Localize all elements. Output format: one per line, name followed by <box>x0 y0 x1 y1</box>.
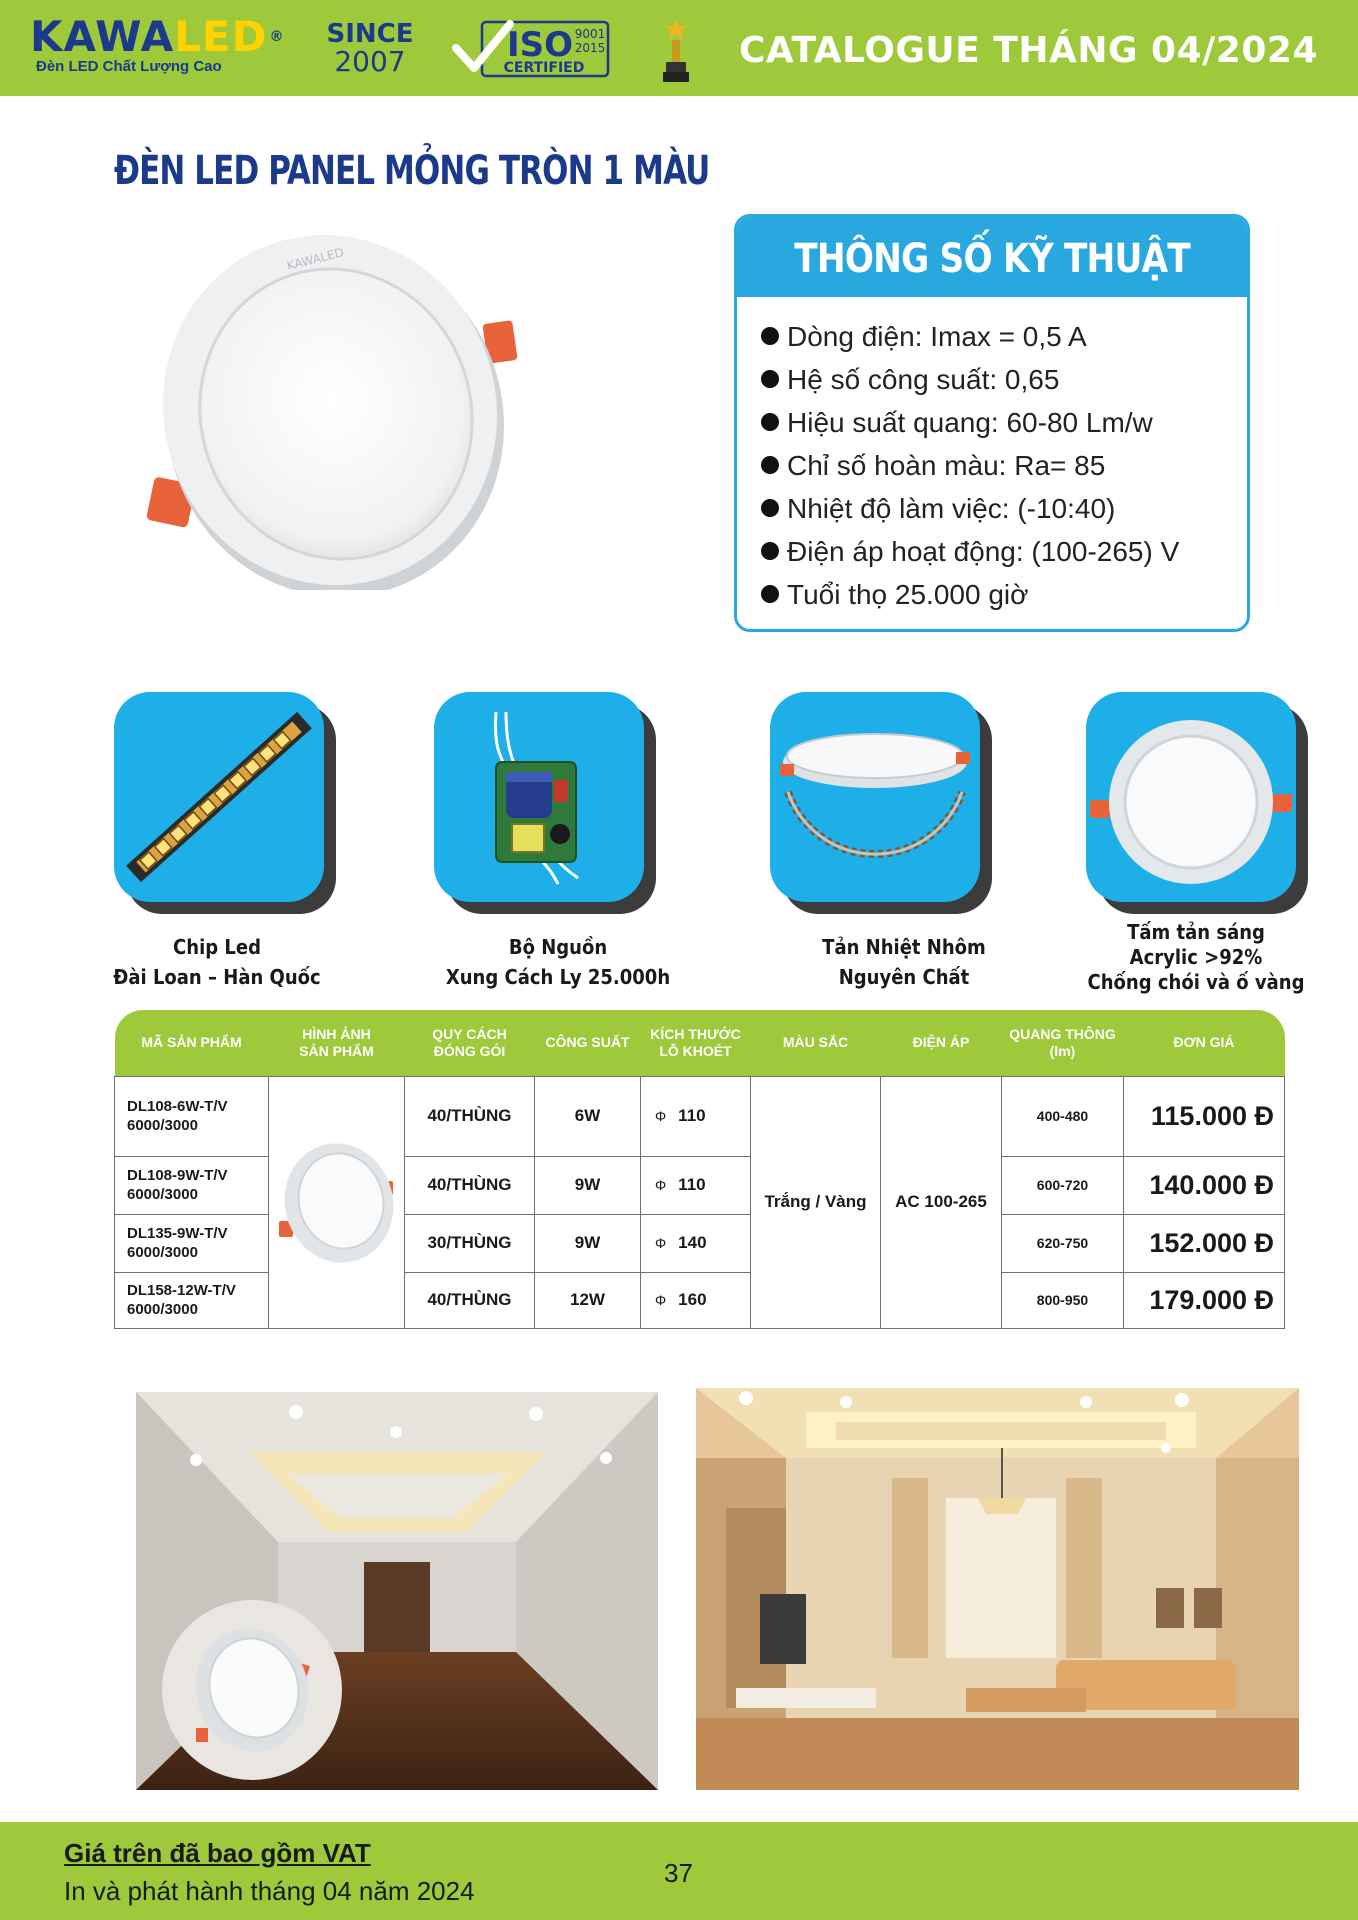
power-driver-icon <box>434 692 644 902</box>
vat-note: Giá trên đã bao gồm VAT <box>64 1838 371 1868</box>
iso-certified-badge <box>452 18 612 80</box>
print-note: In và phát hành tháng 04 năm 2024 <box>64 1876 475 1906</box>
power: 9W <box>535 1156 641 1214</box>
col-header-lumen: QUANG THÔNG (lm) <box>1002 1010 1124 1076</box>
feature-caption-power-driver: Bộ Nguồn Xung Cách Ly 25.000h <box>445 935 671 989</box>
col-header-code: MÃ SẢN PHẨM <box>115 1010 269 1076</box>
voltage: AC 100-265 <box>881 1076 1002 1328</box>
feature-acrylic-diffuser <box>1086 692 1306 912</box>
lumen: 400-480 <box>1002 1076 1124 1156</box>
packing: 40/THÙNG <box>405 1076 535 1156</box>
feature-heatsink <box>770 692 990 912</box>
catalogue-title: CATALOGUE THÁNG 04/2024 <box>739 30 1318 71</box>
led-panel-product-image <box>140 210 520 590</box>
col-header-packing: QUY CÁCH ĐÓNG GÓI <box>405 1010 535 1076</box>
col-header-hole-size: KÍCH THƯỚC LỖ KHOÉT <box>641 1010 751 1076</box>
power: 6W <box>535 1076 641 1156</box>
footer-bar <box>0 1822 1358 1920</box>
brand-name-part2: LED <box>174 12 268 61</box>
col-header-image: HÌNH ẢNH SẢN PHẨM <box>269 1010 405 1076</box>
iso-certified-text: CERTIFIED <box>503 60 585 76</box>
hole-size: Φ 110 <box>641 1156 751 1214</box>
spec-list <box>737 297 1247 616</box>
col-header-power: CÔNG SUẤT <box>535 1010 641 1076</box>
spec-box <box>734 214 1250 632</box>
col-header-voltage: ĐIỆN ÁP <box>881 1010 1002 1076</box>
table-row <box>115 1076 1285 1156</box>
acrylic-diffuser-icon <box>1086 692 1296 902</box>
spec-heading: THÔNG SỐ KỸ THUẬT <box>737 217 1247 297</box>
lumen: 600-720 <box>1002 1156 1124 1214</box>
packing: 40/THÙNG <box>405 1156 535 1214</box>
feature-caption-heatsink: Tản Nhiệt Nhôm Nguyên Chất <box>822 935 986 989</box>
iso-number-9001: 9001 <box>574 27 606 41</box>
packing: 40/THÙNG <box>405 1272 535 1328</box>
price: 179.000 Đ <box>1124 1272 1285 1328</box>
spec-item: Tuổi thọ 25.000 giờ <box>761 573 1247 616</box>
brand-logo <box>30 12 285 80</box>
price: 140.000 Đ <box>1124 1156 1285 1214</box>
spec-item: Dòng điện: Imax = 0,5 A <box>761 315 1247 358</box>
packing: 30/THÙNG <box>405 1214 535 1272</box>
since-year: 2007 <box>334 45 406 78</box>
iso-label: ISO <box>506 25 574 65</box>
col-header-color: MÀU SẮC <box>751 1010 881 1076</box>
iso-number-2015: 2015 <box>574 41 606 55</box>
price: 152.000 Đ <box>1124 1214 1285 1272</box>
feature-caption-acrylic-diffuser: Tấm tản sáng Acrylic >92% Chống chói và ố vàng <box>1087 920 1305 994</box>
spec-item: Hiệu suất quang: 60-80 Lm/w <box>761 401 1247 444</box>
power: 12W <box>535 1272 641 1328</box>
hole-size: Φ 160 <box>641 1272 751 1328</box>
feature-power-driver <box>434 692 654 912</box>
brand-tagline: Đèn LED Chất Lượng Cao <box>36 58 222 75</box>
table-header-row <box>115 1010 1285 1076</box>
hole-size: Φ 140 <box>641 1214 751 1272</box>
panel-thumbnail-image <box>277 1125 397 1275</box>
aluminum-heatsink-icon <box>770 692 980 902</box>
header-bar <box>0 0 1358 96</box>
spec-item: Hệ số công suất: 0,65 <box>761 358 1247 401</box>
product-price-table <box>114 1010 1285 1329</box>
product-code: DL108-9W-T/V 6000/3000 <box>115 1156 269 1214</box>
led-chip-strip-icon <box>114 692 324 902</box>
spec-item: Điện áp hoạt động: (100-265) V <box>761 530 1247 573</box>
lumen: 800-950 <box>1002 1272 1124 1328</box>
brand-name-part1: KAWA <box>30 12 175 61</box>
since-label: SINCE <box>326 19 414 49</box>
feature-caption-led-chip: Chip Led Đài Loan – Hàn Quốc <box>113 935 321 989</box>
registered-mark: ® <box>269 29 285 45</box>
feature-led-chip <box>114 692 334 912</box>
spec-item: Nhiệt độ làm việc: (-10:40) <box>761 487 1247 530</box>
power: 9W <box>535 1214 641 1272</box>
panel-brand-emboss: KAWALED <box>285 245 346 273</box>
corridor-installation-photo <box>136 1392 658 1790</box>
hole-size: Φ 110 <box>641 1076 751 1156</box>
product-code: DL135-9W-T/V 6000/3000 <box>115 1214 269 1272</box>
col-header-price: ĐƠN GIÁ <box>1124 1010 1285 1076</box>
product-title: ĐÈN LED PANEL MỎNG TRÒN 1 MÀU <box>114 148 710 194</box>
spec-item: Chỉ số hoàn màu: Ra= 85 <box>761 444 1247 487</box>
product-code: DL158-12W-T/V 6000/3000 <box>115 1272 269 1328</box>
light-color: Trắng / Vàng <box>751 1076 881 1328</box>
product-code: DL108-6W-T/V 6000/3000 <box>115 1076 269 1156</box>
lumen: 620-750 <box>1002 1214 1124 1272</box>
product-thumbnail-cell <box>269 1076 405 1328</box>
since-badge <box>322 20 418 76</box>
trophy-icon <box>658 14 694 86</box>
page-number: 37 <box>664 1858 693 1888</box>
living-room-installation-photo <box>696 1388 1299 1790</box>
price: 115.000 Đ <box>1124 1076 1285 1156</box>
